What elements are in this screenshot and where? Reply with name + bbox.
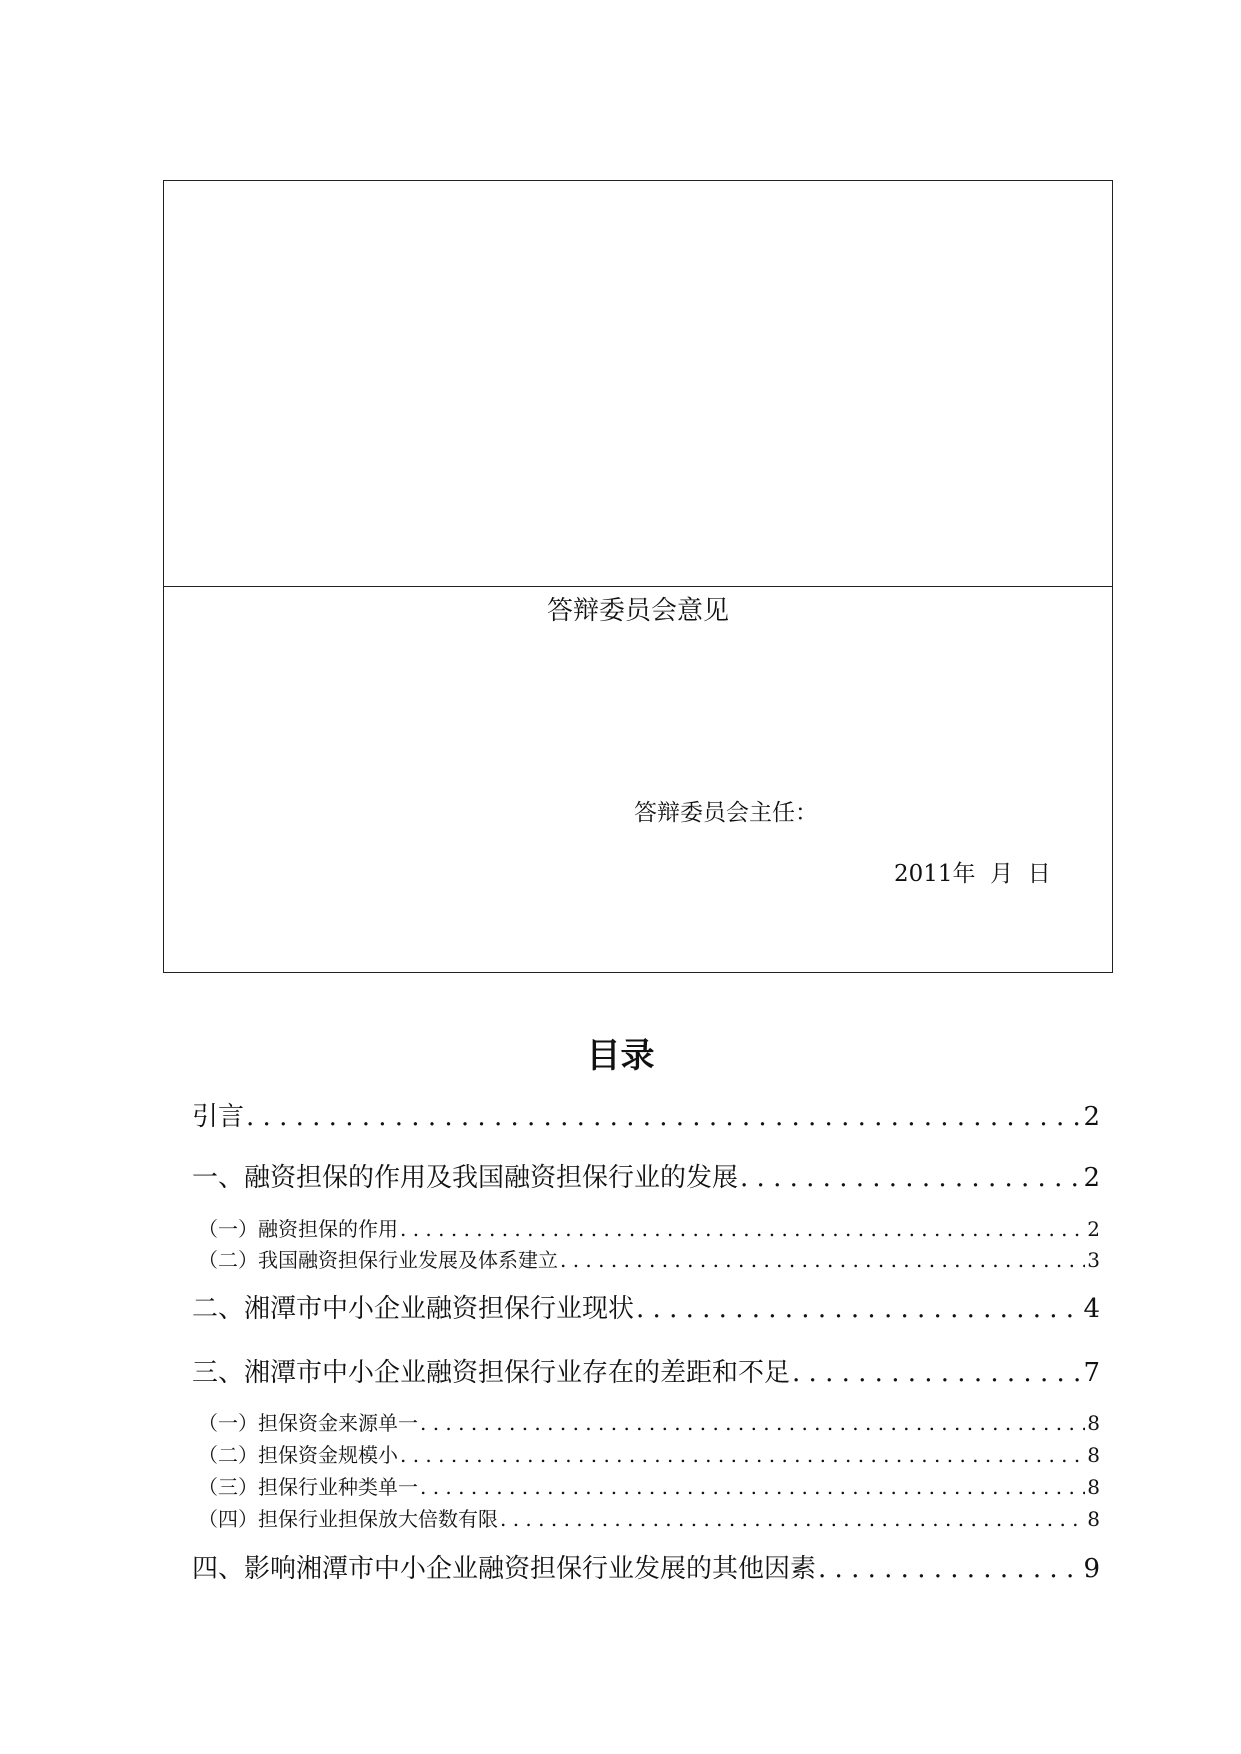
box-divider — [164, 586, 1112, 587]
committee-opinion-heading: 答辩委员会意见 — [546, 596, 729, 626]
committee-chair-label: 答辩委员会主任： — [634, 800, 818, 826]
toc-entry-section-3-1[interactable] — [198, 1407, 1100, 1436]
toc-page-number: 4 — [1083, 1294, 1100, 1324]
toc-page-number: 8 — [1087, 1507, 1100, 1531]
toc-page-number: 9 — [1083, 1554, 1100, 1584]
toc-title: 目录 — [586, 1036, 655, 1076]
toc-dot-leader — [790, 1358, 1081, 1388]
toc-dot-leader — [738, 1163, 1081, 1193]
toc-entry-section-3-3[interactable] — [198, 1471, 1100, 1500]
toc-dot-leader — [558, 1248, 1085, 1272]
toc-dot-leader — [418, 1411, 1085, 1435]
toc-page-number: 8 — [1087, 1443, 1100, 1467]
toc-entry-title: （三）担保行业种类单一 — [198, 1475, 418, 1499]
toc-entry-section-3-4[interactable] — [198, 1503, 1100, 1532]
toc-dot-leader — [398, 1217, 1085, 1241]
toc-entry-section-3[interactable] — [192, 1352, 1100, 1389]
toc-entry-title: （一）担保资金来源单一 — [198, 1411, 418, 1435]
toc-dot-leader — [634, 1294, 1081, 1324]
toc-entry-introduction[interactable] — [192, 1096, 1100, 1133]
toc-page-number: 8 — [1087, 1475, 1100, 1499]
toc-entry-section-3-2[interactable] — [198, 1439, 1100, 1468]
toc-entry-title: 三、湘潭市中小企业融资担保行业存在的差距和不足 — [192, 1358, 791, 1388]
toc-entry-title: （四）担保行业担保放大倍数有限 — [198, 1507, 498, 1531]
toc-dot-leader — [498, 1507, 1085, 1531]
toc-entry-section-1-2[interactable] — [198, 1244, 1100, 1273]
toc-entry-title: （二）我国融资担保行业发展及体系建立 — [198, 1248, 558, 1272]
toc-entry-section-1[interactable] — [192, 1157, 1100, 1194]
toc-entry-title: 引言 — [192, 1102, 245, 1132]
toc-page-number: 3 — [1087, 1248, 1100, 1272]
toc-dot-leader — [244, 1102, 1081, 1132]
toc-page-number: 2 — [1083, 1102, 1100, 1132]
toc-page-number: 2 — [1087, 1217, 1100, 1241]
defense-opinion-box — [163, 180, 1113, 973]
toc-entry-section-4[interactable] — [192, 1548, 1100, 1585]
toc-entry-title: 二、湘潭市中小企业融资担保行业现状 — [192, 1294, 635, 1324]
toc-entry-section-1-1[interactable] — [198, 1213, 1100, 1242]
date-line: 2011年 月 日 — [894, 861, 1051, 887]
toc-entry-title: 四、影响湘潭市中小企业融资担保行业发展的其他因素 — [192, 1554, 817, 1584]
toc-dot-leader — [816, 1554, 1081, 1584]
toc-entry-section-2[interactable] — [192, 1288, 1100, 1325]
toc-page-number: 7 — [1083, 1358, 1100, 1388]
toc-entry-title: 一、融资担保的作用及我国融资担保行业的发展 — [192, 1163, 739, 1193]
toc-page-number: 8 — [1087, 1411, 1100, 1435]
toc-page-number: 2 — [1083, 1163, 1100, 1193]
toc-entry-title: （一）融资担保的作用 — [198, 1217, 398, 1241]
toc-dot-leader — [398, 1443, 1085, 1467]
toc-dot-leader — [418, 1475, 1085, 1499]
toc-entry-title: （二）担保资金规模小 — [198, 1443, 398, 1467]
